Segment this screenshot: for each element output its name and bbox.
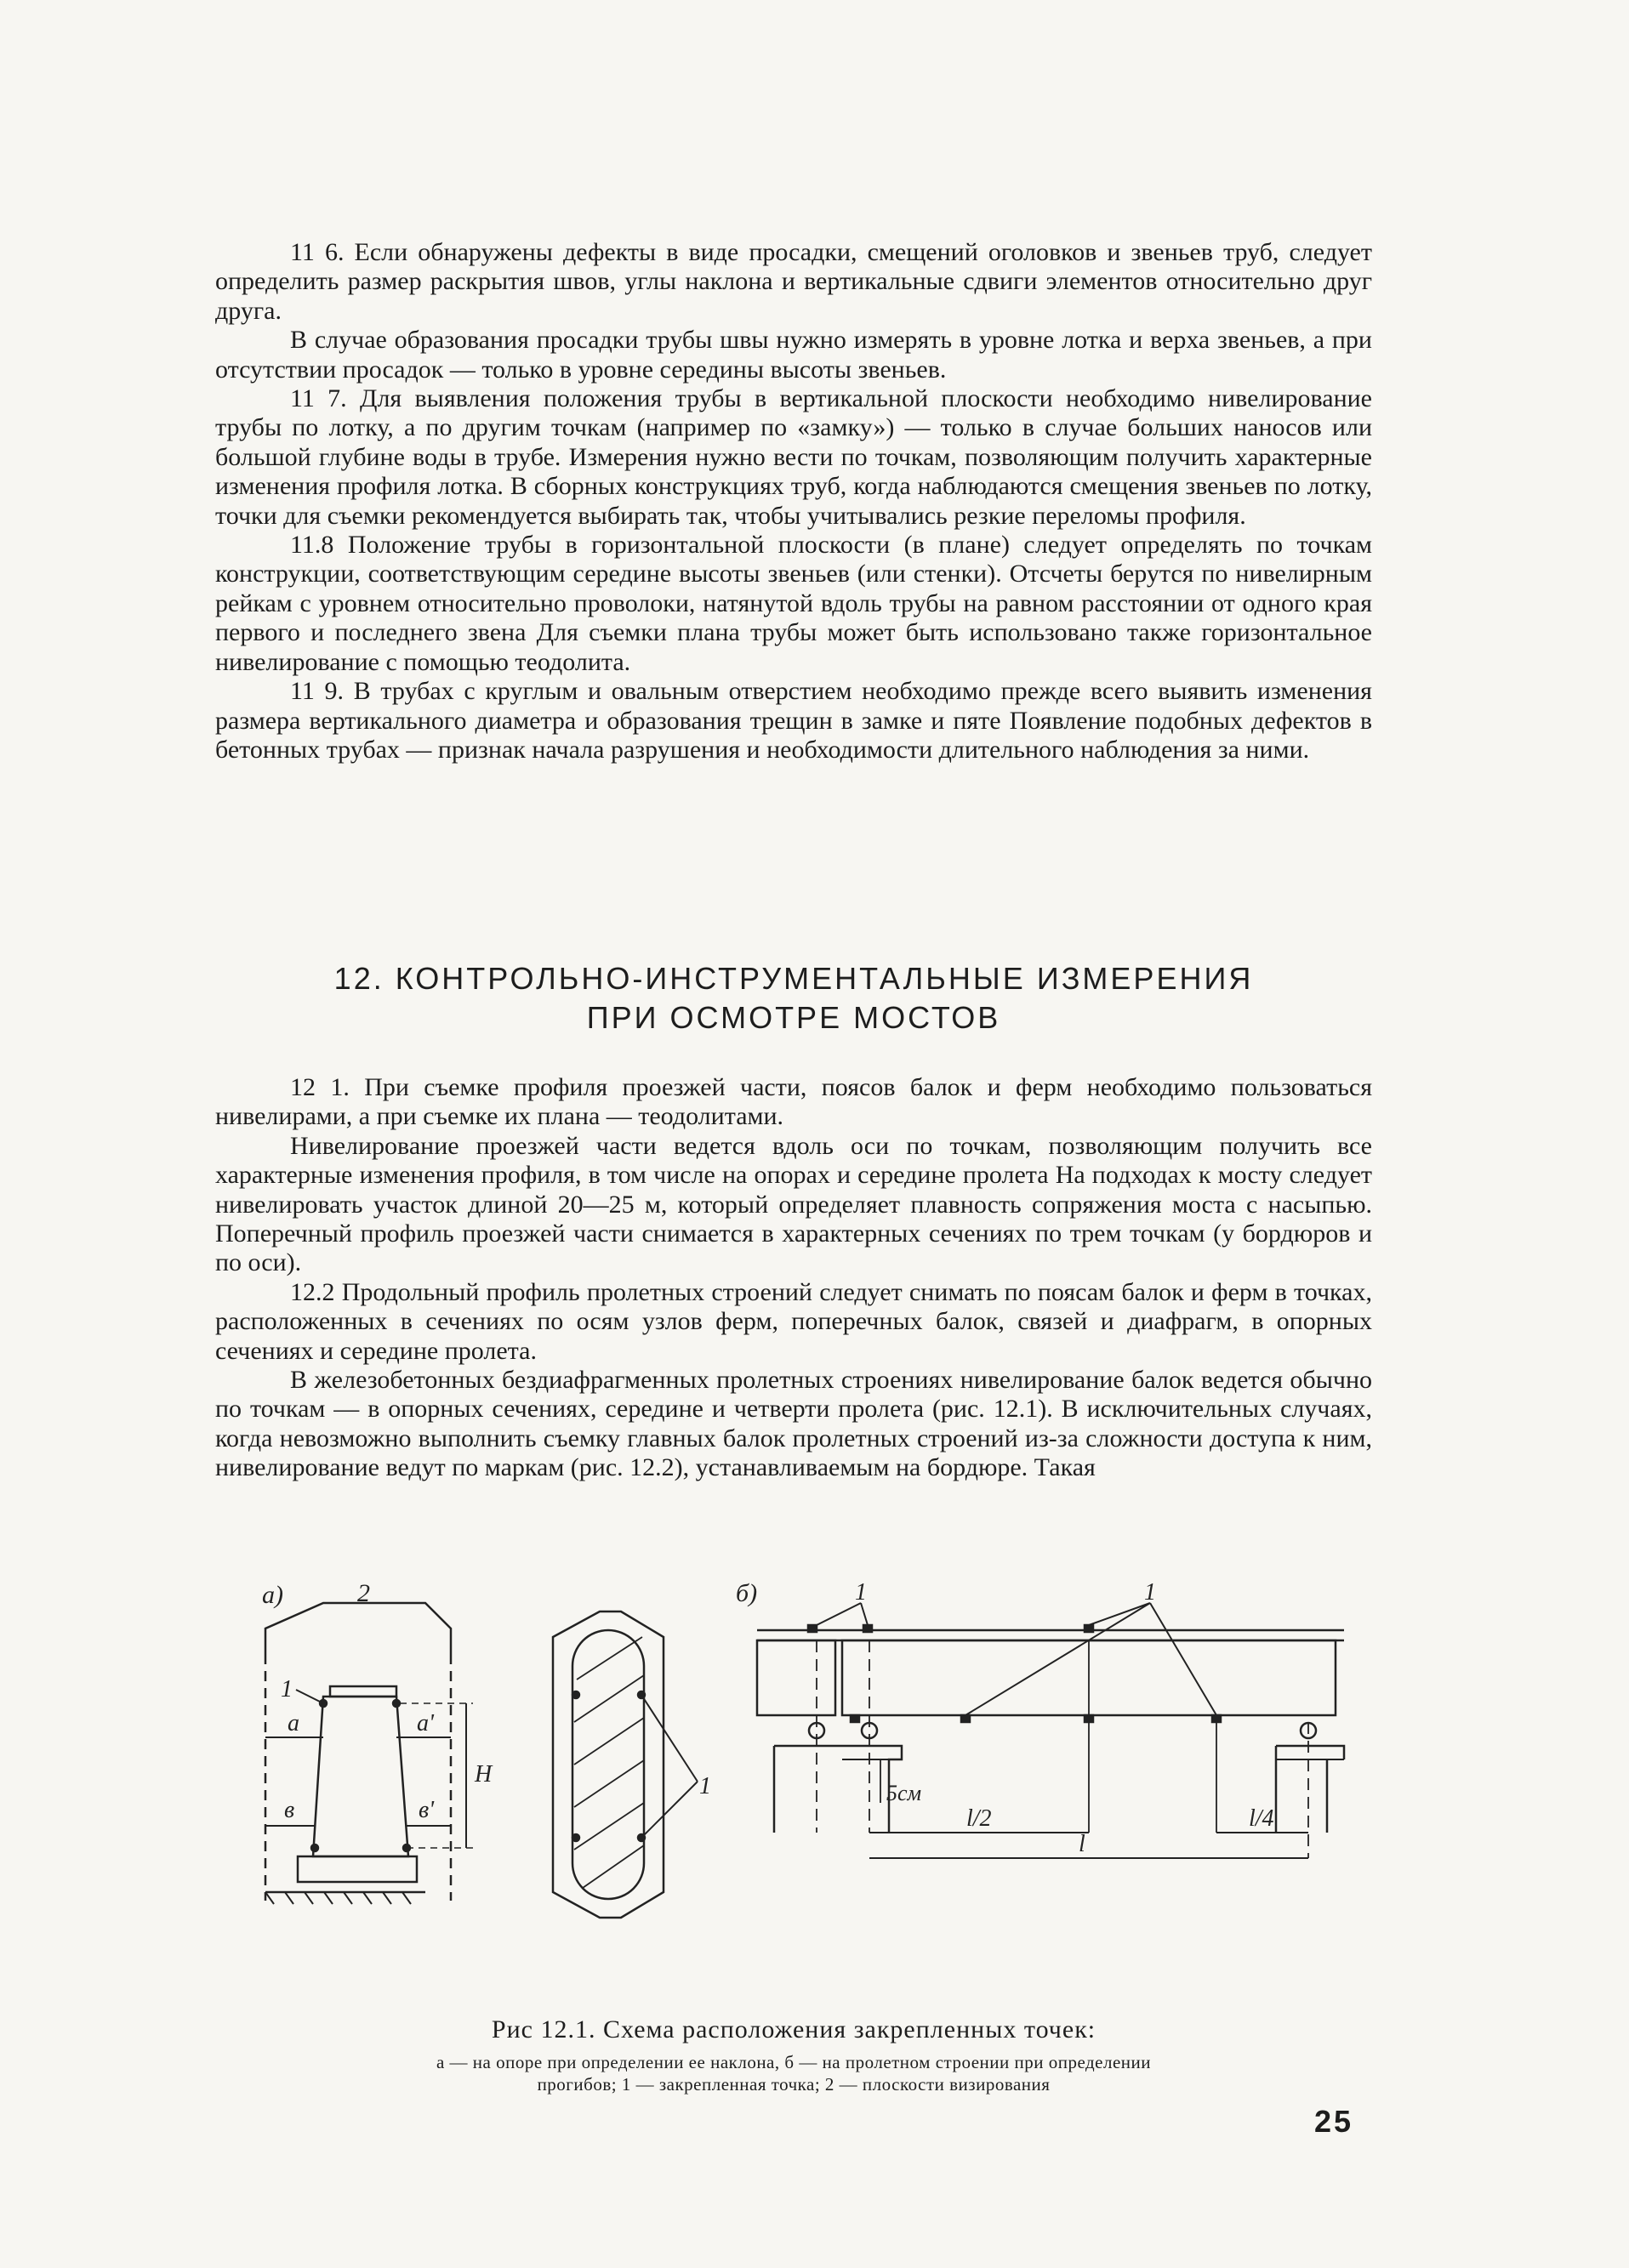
label-b: б) [736,1579,758,1607]
paragraph-11-7: 11 7. Для выявления положения трубы в вертикальной плоскости необходимо нивелирование трубы по лотку, а по другим точкам (например по «замку») — только в случае больших наносов или большой глубине воды в трубе. Измерения нужно вести по точкам, позволяющим получить характерные изменения профиля лотка. В сборных конструкциях труб, когда наблюдаются смещения звеньев по лотку, точки для съемки рекомендуется выбирать так, чтобы учитывались резкие переломы профиля. [215,384,1372,530]
label-1-plan: 1 [699,1773,711,1799]
figure-legend [215,2051,1372,2095]
figure-part-b [736,1579,1344,1858]
paragraph-12-1-cont: Нивелирование проезжей части ведется вдоль оси по точкам, позволяющим получить все характерные изменения профиля, в том числе на опорах и середине пролета На подходах к мосту следует нивелировать участок длиной 20—25 м, который определяет плавность сопряжения моста с насыпью. Поперечный профиль проезжей части снимается в характерных сечениях по трем точкам (у бордюров и по оси). [215,1131,1372,1277]
paragraph-12-1: 12 1. При съемке профиля проезжей части, поясов балок и ферм необходимо пользоваться нивелирами, а при съемке их плана — теодолитами. [215,1073,1372,1131]
leader-line [296,1690,323,1703]
ground-hatch [265,1892,411,1904]
leader-line [817,1603,868,1625]
dim-a: а [288,1710,299,1737]
label-1-b1: 1 [855,1579,867,1606]
dim-v-prime: в' [419,1797,435,1823]
section-heading [215,959,1372,1037]
figure-12-1 [255,1577,1370,1969]
paragraph-12-2-cont: В железобетонных бездиафрагменных пролетных строениях нивелирование балок ведется обычно по точкам — в опорных сечениях, середине и четверти пролета (рис. 12.1). В исключительных случаях, когда невозможно выполнить съемку главных балок пролетных строений из-за сложности доступа к ним, нивелирование ведут по маркам (рис. 12.2), устанавливаемым на бордюре. Такая [215,1366,1372,1482]
dim-a-prime: а' [417,1710,434,1737]
pier-plan-outline [553,1611,664,1918]
figure-legend-line-2: прогибов; 1 — закрепленная точка; 2 — плоскости визирования [537,2074,1051,2095]
pier-cap [330,1686,396,1697]
label-a: а) [262,1581,283,1609]
paragraph-11-6: 11 6. Если обнаружены дефекты в виде просадки, смещений оголовков и звеньев труб, следует определить размер раскрытия швов, углы наклона и вертикальные сдвиги элементов относительно друг друга. [215,238,1372,325]
heading-line-2: ПРИ ОСМОТРЕ МОСТОВ [586,1000,1001,1035]
left-span-beam [757,1640,835,1715]
heading-line-1: 12. КОНТРОЛЬНО-ИНСТРУМЕНТАЛЬНЫЕ ИЗМЕРЕНИЯ [333,961,1254,996]
label-1-a: 1 [281,1676,293,1702]
dim-H: Н [475,1761,493,1788]
fixed-point-marker [572,1691,579,1698]
section-11-text [215,238,1372,765]
visor-plane-line [265,1603,451,1654]
fixed-point-marker [1212,1715,1221,1722]
leader-line [965,1603,1216,1715]
section-12-text [215,1073,1372,1483]
dim-5cm: 5см [886,1781,922,1805]
dim-l2: l/2 [966,1805,992,1832]
leader-line [641,1782,698,1838]
dim-v: в [284,1797,295,1823]
paragraph-11-6-cont: В случае образования просадки трубы швы нужно измерять в уровне лотка и верха звеньев, а при отсутствии просадок — только в уровне середины высоты звеньев. [215,326,1372,384]
leader-line [641,1695,698,1782]
pier-footing [298,1856,417,1882]
figure-part-a [262,1579,493,1904]
figure-legend-line-1: а — на опоре при определении ее наклона, б — на пролетном строении при определении [436,2052,1152,2072]
pier-plan-inner [572,1630,644,1899]
paragraph-11-9: 11 9. В трубах с круглым и овальным отверстием необходимо прежде всего выявить изменения размера вертикального диаметра и образования трещин в замке и пяте Появление подобных дефектов в бетонных трубах — признак начала разрушения и необходимости длительного наблюдения за ними. [215,677,1372,764]
fixed-point-marker [393,1700,400,1707]
figure-part-a-plan [553,1611,711,1918]
figure-caption: Рис 12.1. Схема расположения закрепленных точек: [491,2015,1096,2043]
dim-l: l [1079,1831,1085,1857]
label-1-b2: 1 [1144,1579,1156,1606]
fixed-point-marker [863,1625,872,1632]
fixed-point-marker [961,1715,970,1722]
paragraph-12-2: 12.2 Продольный профиль пролетных строений следует снимать по поясам балок и ферм в точках, расположенных в сечениях по осям узлов ферм, поперечных балок, связей и диафрагм, в опорных сечениях и середине пролета. [215,1277,1372,1365]
fixed-point-marker [1085,1625,1093,1632]
fixed-point-marker [808,1625,817,1632]
label-2: 2 [357,1579,370,1607]
fixed-point-marker [572,1834,579,1841]
paragraph-11-8: 11.8 Положение трубы в горизонтальной плоскости (в плане) следует определять по точкам конструкции, соответствующим середине высоты звеньев (или стенки). Отсчеты берутся по нивелирным рейкам с уровнем относительно проволоки, натянутой вдоль трубы на равном расстоянии от одного края первого и последнего звена Для съемки плана трубы может быть использовано также горизонтальное нивелирование с помощью теодолита. [215,531,1372,676]
page-number: 25 [1314,2104,1354,2139]
pier-body [313,1697,408,1856]
fixed-point-marker [851,1715,859,1722]
plan-hatch [574,1637,644,1888]
dim-l4: l/4 [1249,1805,1274,1832]
fixed-point-marker [311,1845,318,1851]
